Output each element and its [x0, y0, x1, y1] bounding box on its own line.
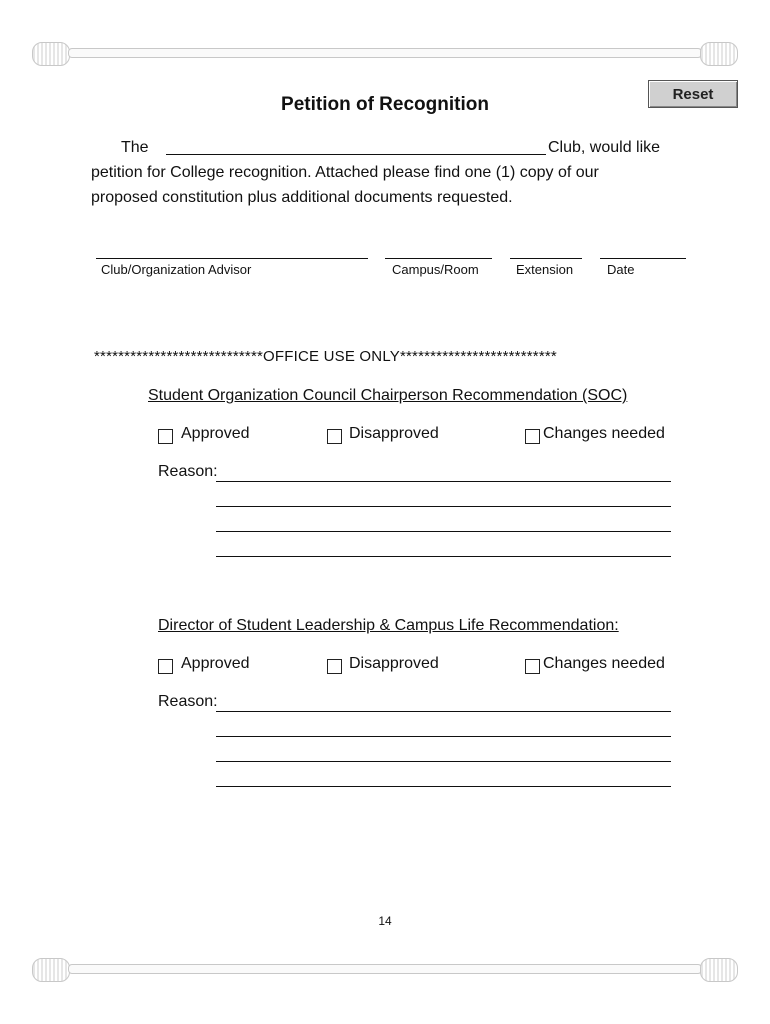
- director-disapproved-checkbox[interactable]: [327, 659, 342, 674]
- campus-room-field[interactable]: [385, 258, 492, 259]
- extension-field[interactable]: [510, 258, 582, 259]
- club-name-field[interactable]: [166, 154, 546, 155]
- intro-line-3: proposed constitution plus additional documents requested.: [91, 189, 513, 206]
- page-title: Petition of Recognition: [281, 94, 489, 115]
- director-reason-label: Reason:: [158, 693, 218, 710]
- soc-changes-checkbox[interactable]: [525, 429, 540, 444]
- scroll-curl-left: [32, 958, 70, 982]
- reset-button[interactable]: Reset: [648, 80, 738, 108]
- scroll-curl-left: [32, 42, 70, 66]
- border-rule: [68, 48, 702, 58]
- soc-approved-checkbox[interactable]: [158, 429, 173, 444]
- director-reason-line-2[interactable]: [216, 736, 671, 737]
- director-changes-label: Changes needed: [543, 655, 665, 672]
- director-reason-line-1[interactable]: [216, 711, 671, 712]
- date-field[interactable]: [600, 258, 686, 259]
- border-rule: [68, 964, 702, 974]
- soc-reason-line-2[interactable]: [216, 506, 671, 507]
- soc-reason-line-3[interactable]: [216, 531, 671, 532]
- campus-room-label: Campus/Room: [392, 262, 479, 277]
- director-reason-line-3[interactable]: [216, 761, 671, 762]
- intro-club-would-like: Club, would like: [548, 139, 661, 156]
- director-reason-line-4[interactable]: [216, 786, 671, 787]
- director-approved-checkbox[interactable]: [158, 659, 173, 674]
- soc-reason-line-4[interactable]: [216, 556, 671, 557]
- office-use-banner: ****************************OFFICE USE ONLY**************************: [94, 348, 557, 365]
- bottom-border-decoration: [28, 958, 742, 980]
- scroll-curl-right: [700, 42, 738, 66]
- scroll-curl-right: [700, 958, 738, 982]
- soc-changes-label: Changes needed: [543, 425, 665, 442]
- director-heading: Director of Student Leadership & Campus Life Recommendation:: [158, 617, 619, 634]
- intro-line-2: petition for College recognition. Attached please find one (1) copy of our: [91, 164, 599, 181]
- director-changes-checkbox[interactable]: [525, 659, 540, 674]
- page-number: 14: [378, 914, 392, 928]
- advisor-field[interactable]: [96, 258, 368, 259]
- soc-reason-label: Reason:: [158, 463, 218, 480]
- soc-disapproved-label: Disapproved: [349, 425, 439, 442]
- director-approved-label: Approved: [181, 655, 250, 672]
- advisor-label: Club/Organization Advisor: [101, 262, 252, 277]
- soc-disapproved-checkbox[interactable]: [327, 429, 342, 444]
- soc-approved-label: Approved: [181, 425, 250, 442]
- top-border-decoration: [28, 42, 742, 64]
- soc-heading: Student Organization Council Chairperson Recommendation (SOC): [148, 387, 628, 404]
- date-label: Date: [607, 262, 635, 277]
- extension-label: Extension: [516, 262, 574, 277]
- director-disapproved-label: Disapproved: [349, 655, 439, 672]
- soc-reason-line-1[interactable]: [216, 481, 671, 482]
- intro-the: The: [121, 139, 149, 156]
